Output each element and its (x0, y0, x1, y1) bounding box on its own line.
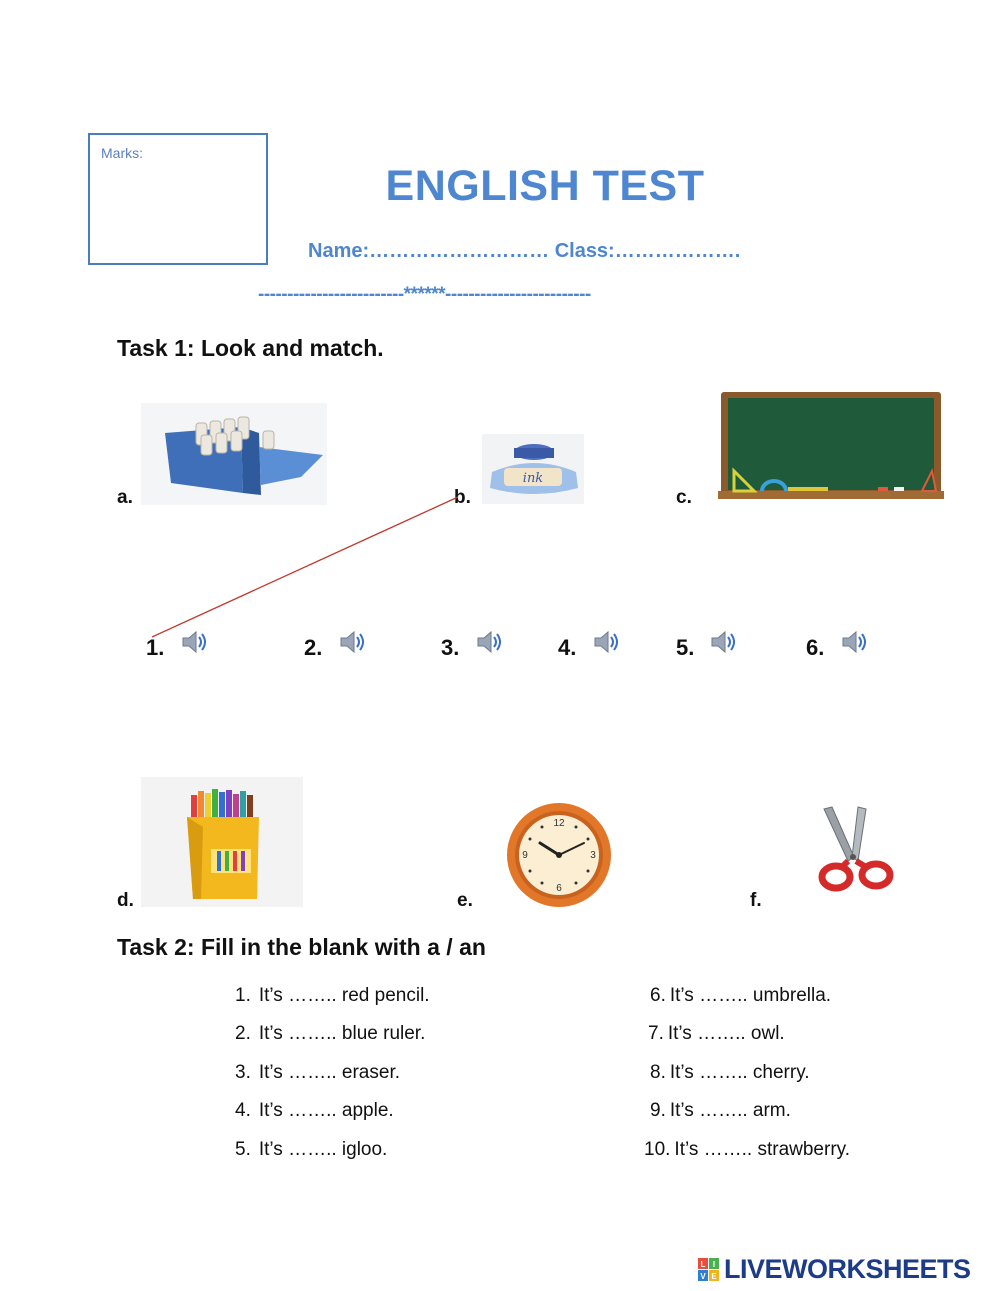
speaker-icon[interactable] (475, 628, 505, 656)
audio-item-1-label: 1. (146, 635, 165, 660)
option-b-label: b. (454, 487, 471, 508)
svg-text:3: 3 (590, 850, 596, 861)
fill-item[interactable]: 10. It’s …….. strawberry. (644, 1139, 851, 1160)
option-a-label: a. (117, 487, 133, 508)
fill-item[interactable]: 3. It’s …….. eraser. (235, 1062, 400, 1083)
audio-item-2-label: 2. (304, 635, 323, 660)
svg-text:9: 9 (522, 850, 528, 861)
page-title: ENGLISH TEST (385, 162, 705, 210)
svg-text:I: I (712, 1259, 716, 1269)
speaker-icon[interactable] (709, 628, 739, 656)
scissors-image (814, 805, 896, 895)
svg-text:V: V (700, 1271, 706, 1281)
speaker-icon[interactable] (180, 628, 210, 656)
option-d-label: d. (117, 890, 134, 911)
ink-bottle-label: ink (522, 471, 544, 486)
fill-item[interactable]: 9. It’s …….. arm. (650, 1100, 791, 1121)
audio-item-6-label: 6. (806, 635, 825, 660)
audio-item-5-label: 5. (676, 635, 695, 660)
section-divider: -------------------------******------------------------- (258, 284, 591, 305)
speaker-icon[interactable] (338, 628, 368, 656)
liveworksheets-logo[interactable] (698, 1254, 971, 1285)
fill-item[interactable]: 2. It’s …….. blue ruler. (235, 1023, 426, 1044)
marks-label: Marks: (101, 145, 143, 161)
speaker-icon[interactable] (840, 628, 870, 656)
fill-item[interactable]: 4. It’s …….. apple. (235, 1100, 394, 1121)
fill-item[interactable]: 8. It’s …….. cherry. (650, 1062, 810, 1083)
svg-text:L: L (700, 1259, 706, 1269)
fill-item[interactable]: 1. It’s …….. red pencil. (235, 985, 430, 1006)
option-e-label: e. (457, 890, 473, 911)
fill-item[interactable]: 6. It’s …….. umbrella. (650, 985, 832, 1006)
task2-title: Task 2: Fill in the blank with a / an (117, 934, 486, 960)
liveworksheets-logo-text: LIVEWORKSHEETS (724, 1254, 971, 1284)
fill-item[interactable]: 7. It’s …….. owl. (648, 1023, 785, 1044)
clock-image (504, 801, 614, 911)
svg-text:6: 6 (556, 883, 562, 894)
name-class-line: Name:……………………… Class:………………. (308, 240, 741, 262)
liveworksheets-logo-icon (698, 1258, 720, 1282)
speaker-icon[interactable] (592, 628, 622, 656)
colored-pencils-image (141, 777, 303, 907)
svg-text:12: 12 (553, 818, 565, 829)
option-c-label: c. (676, 487, 692, 508)
audio-item-3-label: 3. (441, 635, 460, 660)
option-f-label: f. (750, 890, 762, 911)
svg-text:E: E (711, 1271, 717, 1281)
fill-item[interactable]: 5. It’s …….. igloo. (235, 1139, 388, 1160)
task1-title: Task 1: Look and match. (117, 335, 384, 361)
audio-item-4-label: 4. (558, 635, 577, 660)
